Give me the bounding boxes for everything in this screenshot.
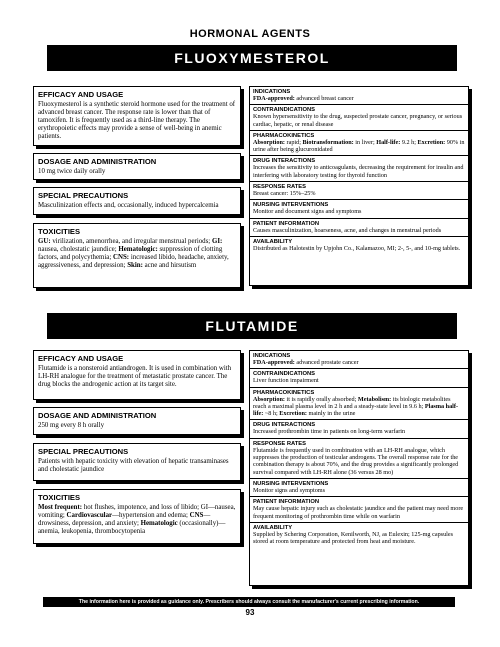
d2-precautions-heading: SPECIAL PRECAUTIONS — [38, 447, 129, 456]
d2-efficacy-text: Flutamide is a nonsteroid antiandrogen. It is used in combination with LH-RH analogue for the treatment of metastatic prostate cancer. The drug blocks the androgenic action at its target site. — [38, 365, 232, 389]
d1-precautions-heading: SPECIAL PRECAUTIONS — [38, 191, 129, 200]
drug-title-fluoxymesterol: FLUOXYMESTEROL — [47, 45, 457, 71]
d1-patient-info: PATIENT INFORMATION Causes masculinization, hoarseness, acne, and changes in menstrual periods — [250, 219, 468, 237]
d1-precautions-box — [33, 187, 241, 215]
d2-response-rates: RESPONSE RATES Flutamide is frequently used in combination with an LH-RH analogue, which suppresses the production of testicular androgens. The overall response rate for the combination therapy is about 70%, and the drug provides a significantly prolonged survival compared with LH-RH alone (36 versus 28 mo) — [250, 439, 468, 479]
d2-pharmacokinetics: PHARMACOKINETICS Absorption: it is rapidly orally absorbed; Metabolism: its biologic metabolites reach a maximal plasma level in 2 h and a steady-state level in 9.6 h; Plasma half-life: ~8 h; Excretion: mainly in the urine — [250, 388, 468, 421]
page-number: 93 — [245, 608, 255, 617]
d1-toxicities-box — [33, 223, 241, 288]
d2-dosage-text: 250 mg every 8 h orally — [38, 422, 105, 429]
d1-efficacy-heading: EFFICACY AND USAGE — [38, 90, 124, 99]
d2-toxicities-heading: TOXICITIES — [38, 493, 81, 502]
d1-efficacy-box — [33, 86, 241, 146]
d1-dosage-text: 10 mg twice daily orally — [38, 168, 106, 175]
d1-nursing: NURSING INTERVENTIONS Monitor and document signs and symptoms — [250, 200, 468, 218]
d1-response-rates: RESPONSE RATES Breast cancer: 15%–25% — [250, 182, 468, 200]
d1-dosage-heading: DOSAGE AND ADMINISTRATION — [38, 157, 157, 166]
section-title: HORMONAL AGENTS — [189, 28, 311, 40]
d1-pharmacokinetics: PHARMACOKINETICS Absorption: rapid; Biotransformation: in liver; Half-life: 9.2 h; Excretion: 90% in urine after being glucuronidated — [250, 131, 468, 157]
d1-indications: INDICATIONS FDA-approved: advanced breast cancer — [250, 87, 468, 105]
drug-title-flutamide: FLUTAMIDE — [47, 313, 457, 339]
d2-toxicities-text: Most frequent: hot flushes, impotence, and loss of libido; GI—nausea, vomiting; Cardiovascular—hypertension and edema; CNS—drowsiness, depression, and anxiety; Hematologic (occasionally)—anemia, leukopenia, thrombocytopenia — [38, 504, 236, 536]
d1-info-column — [249, 86, 469, 286]
d2-info-column — [249, 350, 469, 586]
d1-efficacy-text: Fluoxymesterol is a synthetic steroid hormone used for the treatment of advanced breast cancer. The response rate is lower than that of tamoxifen. It is frequently used as a third-line therapy. The erythropoietic effects may provide a sense of well-being in anemic patients. — [38, 101, 236, 141]
d2-precautions-text: Patients with hepatic toxicity with elevation of hepatic transaminases and cholestatic jaundice — [38, 458, 229, 474]
d2-availability: AVAILABILITY Supplied by Schering Corporation, Kenilworth, NJ, as Eulexin; 125-mg capsules stored at room temperature and protected from heat and moisture. — [253, 524, 454, 546]
d2-drug-interactions: DRUG INTERACTIONS Increased prothrombin time in patients on long-term warfarin — [250, 420, 468, 438]
d2-indications: INDICATIONS FDA-approved: advanced prostate cancer — [250, 351, 468, 369]
d1-availability: AVAILABILITY Distributed as Halotestin by Upjohn Co., Kalamazoo, MI; 2-, 5-, and 10-mg tablets. — [253, 238, 461, 252]
d1-toxicities-heading: TOXICITIES — [38, 227, 81, 236]
d1-drug-interactions: DRUG INTERACTIONS Increases the sensitivity to anticoagulants, decreasing the requirement for insulin and interfering with laboratory testing for thyroid function — [250, 156, 468, 182]
d2-nursing: NURSING INTERVENTIONS Monitor signs and symptoms — [250, 479, 468, 497]
d2-toxicities-box — [33, 489, 241, 544]
d1-contraindications: CONTRAINDICATIONS Known hypersensitivity to the drug, suspected prostate cancer, pregnancy, or serious cardiac, hepatic, or renal disease — [250, 105, 468, 131]
disclaimer-bar: The information here is provided as guidance only. Prescribers should always consult the manufacturer's current prescribing information. — [43, 597, 455, 607]
d1-toxicities-text: GU: virilization, amenorrhea, and irregular menstrual periods; GI: nausea, cholestatic jaundice; Hematologic: suppression of clotting factors, and polycythemia; CNS: increased libido, headache, anxiety, aggressiveness, and depression; Skin: acne and hirsutism — [38, 238, 229, 270]
d2-efficacy-heading: EFFICACY AND USAGE — [38, 354, 124, 363]
d2-dosage-heading: DOSAGE AND ADMINISTRATION — [38, 411, 157, 420]
d1-dosage-box — [33, 153, 241, 180]
d2-dosage-box — [33, 407, 241, 435]
d2-patient-info: PATIENT INFORMATION May cause hepatic injury such as cholestatic jaundice and the patient may need more frequent monitoring of prothrombin time while on warfarin — [250, 497, 468, 523]
d1-precautions-text: Masculinization effects and, occasionally, induced hypercalcemia — [38, 202, 219, 209]
d2-efficacy-box — [33, 350, 241, 400]
d2-precautions-box — [33, 443, 241, 481]
d2-contraindications: CONTRAINDICATIONS Liver function impairment — [250, 369, 468, 387]
